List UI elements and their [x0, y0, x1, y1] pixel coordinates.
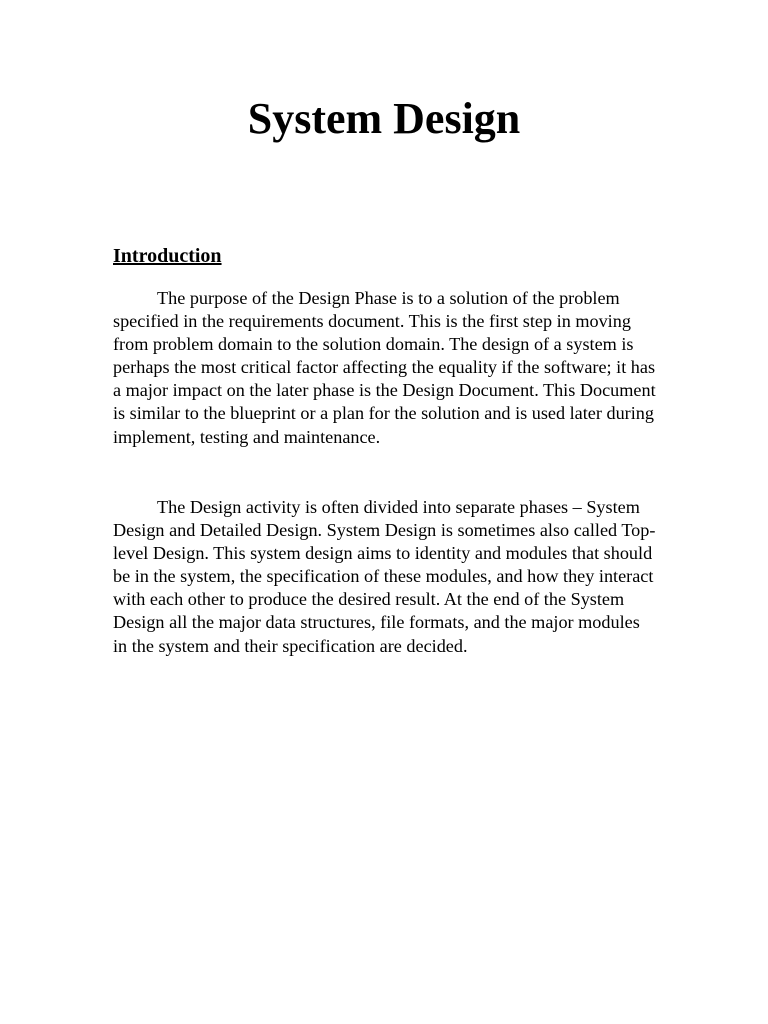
- page-title: System Design: [247, 94, 521, 143]
- introduction-paragraph-1: The purpose of the Design Phase is to a solution of the problem specified in the requirements document. This is the first step in moving from problem domain to the solution domain. The design of a system is perhaps the most critical factor affecting the equality if the software; it has a major impact on the later phase is the Design Document. This Document is similar to the blueprint or a plan for the solution and is used later during implement, testing and maintenance.: [113, 288, 656, 447]
- introduction-paragraph-2: The Design activity is often divided into separate phases – System Design and Detailed Design. System Design is sometimes also called Top-level Design. This system design aims to identity and modules that should be in the system, the specification of these modules, and how they interact with each other to produce the desired result. At the end of the System Design all the major data structures, file formats, and the major modules in the system and their specification are decided.: [113, 497, 656, 656]
- section-heading-introduction: Introduction: [113, 245, 222, 267]
